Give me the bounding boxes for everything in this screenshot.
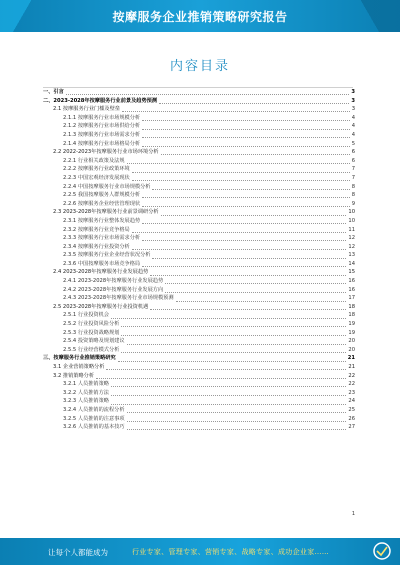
toc-entry-page: 16 (348, 278, 355, 285)
toc-entry-title: 2.3.2 按摩服务行业竞争格局 (63, 226, 130, 233)
toc-entry[interactable] (43, 226, 355, 235)
toc-entry-title: 2.3.1 按摩服务行业整体发展趋势 (63, 217, 141, 224)
toc-entry[interactable] (43, 217, 355, 226)
toc-leader-dots (127, 411, 347, 413)
toc-entry-page: 25 (348, 406, 355, 413)
page-number: 1 (351, 511, 355, 517)
toc-leader-dots (111, 317, 346, 319)
toc-entry[interactable] (43, 200, 355, 209)
toc-entry[interactable] (43, 406, 355, 415)
toc-entry-title: 2.1.2 按摩服务行业市场供给分析 (63, 123, 141, 130)
toc-entry-page: 8 (351, 192, 355, 199)
toc-entry-page: 8 (351, 183, 355, 190)
footer-banner (0, 538, 400, 565)
toc-entry[interactable] (43, 157, 355, 166)
toc-entry[interactable] (43, 389, 355, 398)
toc-entry-page: 7 (351, 174, 355, 181)
toc-entry[interactable] (43, 363, 355, 372)
report-title: 按摩服务企业推销策略研究报告 (112, 10, 288, 24)
toc-entry-page: 14 (348, 260, 355, 267)
toc-entry-title: 3.2.5 人员推销的注意事项 (63, 415, 125, 422)
toc-entry[interactable] (43, 174, 355, 183)
toc-entry-page: 9 (351, 200, 355, 207)
toc-leader-dots (142, 145, 350, 147)
toc-entry-title: 2.2.5 我国按摩服务人群规模分析 (63, 192, 141, 199)
toc-entry[interactable] (43, 105, 355, 114)
toc-leader-dots (142, 196, 350, 198)
toc-leader-dots (176, 300, 347, 302)
footer-tagline: 行业专家、管理专家、营销专家、战略专家、成功企业家…… (132, 548, 330, 556)
toc-leader-dots (132, 248, 347, 250)
toc-entry-title: 2.5 2023-2028年按摩服务行业投资机遇 (53, 303, 149, 310)
toc-entry-page: 10 (348, 209, 355, 216)
toc-leader-dots (122, 110, 350, 112)
toc-leader-dots (66, 93, 350, 95)
toc-entry-title: 3.2.3 人员推销策略 (63, 398, 109, 405)
toc-leader-dots (142, 136, 350, 138)
toc-leader-dots (127, 162, 350, 164)
toc-entry-page: 20 (348, 338, 355, 345)
toc-leader-dots (161, 153, 350, 155)
toc-entry-page: 10 (348, 217, 355, 224)
toc-entry-page: 17 (348, 295, 355, 302)
toc-entry[interactable] (43, 397, 355, 406)
toc-entry-title: 2.2.4 中国按摩服务行业市场规模分析 (63, 183, 151, 190)
toc-entry[interactable] (43, 140, 355, 149)
toc-leader-dots (111, 385, 346, 387)
toc-entry-title: 2.1.3 按摩服务行业市场需求分析 (63, 131, 141, 138)
toc-entry-title: 2.4.2 2023-2028年按摩服务行业发展方向 (63, 286, 164, 293)
toc-entry[interactable] (43, 165, 355, 174)
toc-entry[interactable] (43, 320, 355, 329)
toc-leader-dots (127, 420, 347, 422)
toc-entry[interactable] (43, 286, 355, 295)
toc-entry-page: 16 (348, 286, 355, 293)
toc-entry[interactable] (43, 415, 355, 424)
toc-entry-page: 5 (351, 140, 355, 147)
toc-entry-page: 6 (351, 149, 355, 156)
toc-entry-page: 4 (351, 123, 355, 130)
toc-entry-title: 2.2.1 行业相关政策及法规 (63, 157, 125, 164)
toc-entry[interactable] (43, 234, 355, 243)
toc-entry-title: 2.5.2 行业投资风险分析 (63, 321, 120, 328)
toc-entry-title: 3.1 企业营销策略分析 (53, 364, 105, 370)
footer-slogan: 让每个人都能成为 (48, 548, 108, 557)
toc-entry[interactable] (43, 183, 355, 192)
toc-entry-page: 4 (351, 131, 355, 138)
toc-leader-dots (132, 171, 350, 173)
toc-entry-title: 2.5.1 行业投资机会 (63, 312, 109, 319)
toc-entry-page: 12 (348, 235, 355, 242)
toc-entry[interactable] (43, 208, 355, 217)
toc-entry-title: 2.2.3 中国宏观经济发展现状 (63, 174, 130, 181)
toc-entry-title: 2.1.4 按摩服务行业市场格局分析 (63, 140, 141, 147)
toc-entry-title: 2.3 2023-2028年按摩服务行业前景调研分析 (53, 209, 159, 216)
toc-entry-page: 18 (348, 312, 355, 319)
toc-entry-title: 2.4 2023-2028年按摩服务行业发展趋势 (53, 269, 149, 276)
toc-entry-page: 7 (351, 166, 355, 173)
toc-entry[interactable] (43, 277, 355, 286)
toc-entry-page: 11 (348, 226, 355, 233)
toc-leader-dots (121, 351, 346, 353)
toc-entry[interactable] (43, 88, 355, 97)
toc-leader-dots (142, 119, 350, 121)
toc-entry[interactable] (43, 97, 355, 106)
toc-entry[interactable] (43, 131, 355, 140)
toc-entry[interactable] (43, 243, 355, 252)
toc-entry-title: 3.2.2 人员推销方法 (63, 389, 109, 396)
toc-leader-dots (152, 188, 349, 190)
toc-leader-dots (96, 377, 346, 379)
toc-leader-dots (152, 257, 346, 259)
toc-entry-title: 2.2 2022-2023年按摩服务行业市场环境分析 (53, 149, 159, 156)
toc-entry-title: 2.3.4 按摩服务行业投资分析 (63, 243, 130, 250)
toc-entry-title: 2.4.3 2023-2028年按摩服务行业市场规模预测 (63, 295, 174, 302)
toc-entry-page: 21 (348, 364, 355, 370)
toc-leader-dots (132, 179, 350, 181)
toc-entry-title: 2.3.5 按摩服务行业企业经营状况分析 (63, 252, 151, 259)
toc-leader-dots (111, 403, 346, 405)
toc-entry-page: 3 (351, 106, 355, 113)
report-header (0, 0, 400, 32)
toc-entry[interactable] (43, 148, 355, 157)
toc-entry-title: 3.2.1 人员推销策略 (63, 381, 109, 388)
toc-entry-page: 13 (348, 252, 355, 259)
toc-entry-page: 19 (348, 329, 355, 336)
toc-entry-title: 2.3.6 中国按摩服务市场竞争格局 (63, 260, 141, 267)
toc-entry-page: 6 (351, 157, 355, 164)
toc-leader-dots (121, 334, 346, 336)
toc-entry[interactable] (43, 294, 355, 303)
toc-entry-page: 24 (348, 398, 355, 405)
toc-entry-title: 2.1.1 按摩服务行业市场规模分析 (63, 114, 141, 121)
toc-entry-title: 2.5.3 行业投资战略规划 (63, 329, 120, 336)
toc-entry-page: 4 (351, 114, 355, 121)
toc-entry-title: 三、按摩服务行业推销策略研究 (43, 355, 116, 362)
toc-leader-dots (111, 394, 346, 396)
toc-entry-page: 23 (348, 389, 355, 396)
toc-entry-title: 3.2.4 人员推销的流程分析 (63, 406, 125, 413)
toc-leader-dots (127, 428, 347, 430)
toc-entry[interactable] (43, 346, 355, 355)
logo-icon (368, 540, 396, 562)
toc-entry[interactable] (43, 311, 355, 320)
toc-entry-page: 3 (351, 89, 355, 95)
toc-entry-title: 一、引言 (43, 89, 64, 95)
toc-entry-page: 15 (348, 269, 355, 276)
toc-entry-page: 20 (348, 346, 355, 353)
toc-entry[interactable] (43, 251, 355, 260)
table-of-contents (43, 88, 355, 432)
toc-leader-dots (150, 274, 346, 276)
toc-leader-dots (159, 102, 349, 104)
toc-entry-title: 2.5.4 投资策略及规划建议 (63, 338, 125, 345)
toc-leader-dots (142, 128, 350, 130)
toc-entry[interactable] (43, 303, 355, 312)
toc-leader-dots (142, 239, 346, 241)
toc-entry-page: 27 (348, 424, 355, 431)
toc-entry-title: 3.2.6 人员推销的基本技巧 (63, 424, 125, 431)
toc-entry-title: 2.5.5 行业经营模式分析 (63, 346, 120, 353)
toc-entry[interactable] (43, 329, 355, 338)
toc-entry-title: 2.2.2 按摩服务行业政策环境 (63, 166, 130, 173)
toc-leader-dots (118, 360, 346, 362)
toc-leader-dots (142, 205, 350, 207)
toc-entry[interactable] (43, 423, 355, 432)
toc-leader-dots (165, 291, 346, 293)
toc-entry-page: 19 (348, 321, 355, 328)
toc-entry-page: 26 (348, 415, 355, 422)
toc-entry[interactable] (43, 337, 355, 346)
toc-entry-page: 18 (348, 303, 355, 310)
toc-entry-title: 2.2.6 按摩服务企业经营管理现状 (63, 200, 141, 207)
toc-entry[interactable] (43, 260, 355, 269)
toc-leader-dots (132, 231, 347, 233)
toc-entry-page: 3 (351, 97, 355, 104)
toc-entry-title: 3.2 推销策略分析 (53, 372, 95, 379)
toc-entry-title: 2.1 按摩服务行业门槛及壁垒 (53, 106, 120, 113)
toc-entry-page: 22 (348, 372, 355, 379)
toc-entry-page: 22 (348, 381, 355, 388)
toc-entry[interactable] (43, 114, 355, 123)
toc-entry-title: 2.3.3 按摩服务行业市场需求分析 (63, 235, 141, 242)
toc-leader-dots (106, 368, 346, 370)
toc-leader-dots (161, 214, 347, 216)
toc-entry[interactable] (43, 191, 355, 200)
toc-entry[interactable] (43, 122, 355, 131)
toc-entry[interactable] (43, 380, 355, 389)
toc-leader-dots (142, 222, 346, 224)
toc-heading: 内容目录 (169, 59, 230, 74)
toc-entry-page: 12 (348, 243, 355, 250)
toc-leader-dots (121, 325, 346, 327)
toc-entry-page: 21 (347, 355, 355, 362)
toc-entry[interactable] (43, 354, 355, 363)
toc-entry[interactable] (43, 268, 355, 277)
toc-leader-dots (165, 282, 346, 284)
toc-leader-dots (150, 308, 346, 310)
toc-entry-title: 2.4.1 2023-2028年按摩服务行业发展趋势 (63, 278, 164, 285)
toc-leader-dots (127, 343, 347, 345)
toc-entry-title: 二、2023-2028年按摩服务行业前景及趋势预测 (43, 97, 158, 104)
toc-leader-dots (142, 265, 346, 267)
toc-entry[interactable] (43, 372, 355, 381)
